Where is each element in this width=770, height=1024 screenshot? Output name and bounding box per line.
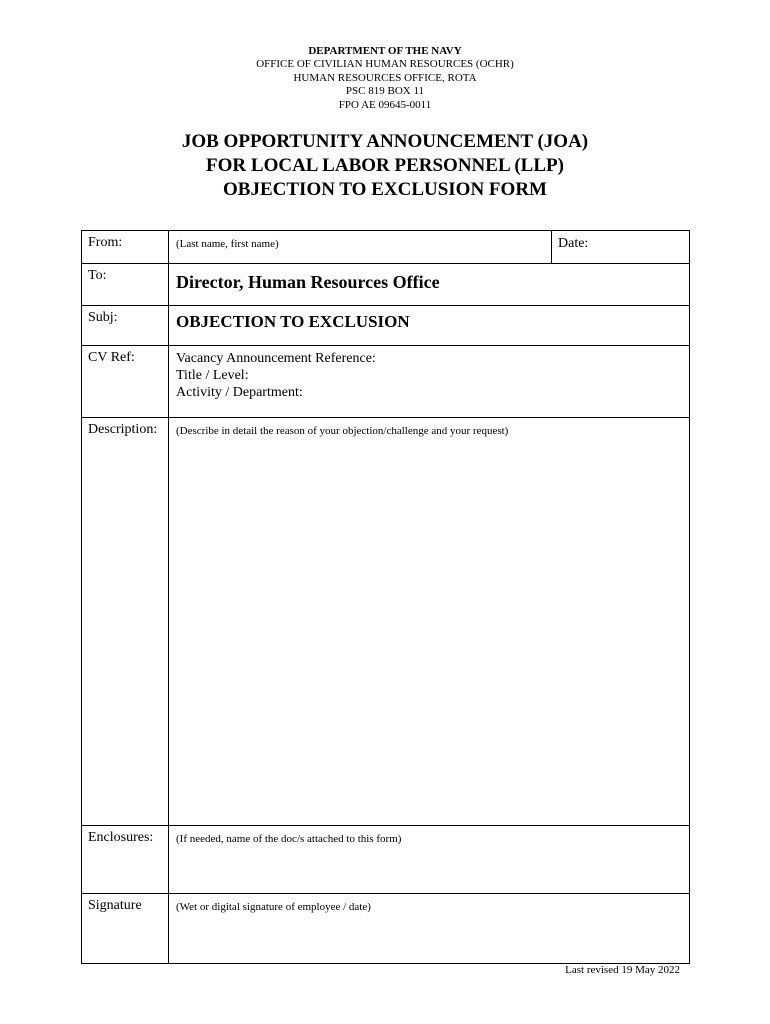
signature-label: Signature (82, 894, 169, 964)
date-label: Date: (558, 236, 589, 251)
vacancy-reference-label: Vacancy Announcement Reference: (176, 351, 376, 366)
from-row (82, 231, 690, 264)
activity-department-label: Activity / Department: (176, 385, 303, 400)
address-fpo: FPO AE 09645-0011 (338, 98, 432, 111)
to-row (82, 264, 690, 306)
enclosures-label: Enclosures: (82, 826, 169, 894)
subj-row (82, 306, 690, 346)
from-name-field[interactable] (169, 231, 551, 263)
from-cell (169, 231, 690, 264)
cvref-row (82, 346, 690, 418)
subj-label: Subj: (82, 306, 169, 346)
to-field (169, 264, 690, 306)
form-title (0, 130, 770, 202)
description-field[interactable] (169, 418, 690, 826)
title-level-label: Title / Level: (176, 368, 249, 383)
enclosures-row (82, 826, 690, 894)
description-hint: (Describe in detail the reason of your objection/challenge and your request) (176, 425, 509, 437)
to-label: To: (82, 264, 169, 306)
signature-hint: (Wet or digital signature of employee / date) (176, 901, 371, 913)
letterhead (0, 45, 770, 112)
signature-row (82, 894, 690, 964)
objection-form-table (81, 230, 690, 964)
from-label: From: (82, 231, 169, 264)
cvref-field[interactable] (169, 346, 690, 418)
title-line-3: OBJECTION TO EXCLUSION FORM (223, 179, 547, 200)
subj-field (169, 306, 690, 346)
hr-office-name: HUMAN RESOURCES OFFICE, ROTA (293, 71, 477, 84)
description-row (82, 418, 690, 826)
last-revised-note: Last revised 19 May 2022 (565, 964, 680, 976)
signature-field[interactable] (169, 894, 690, 964)
office-name: OFFICE OF CIVILIAN HUMAN RESOURCES (OCHR) (256, 58, 514, 71)
subj-value: OBJECTION TO EXCLUSION (176, 312, 410, 331)
enclosures-hint: (If needed, name of the doc/s attached to this form) (176, 833, 402, 845)
department-name: DEPARTMENT OF THE NAVY (308, 45, 462, 57)
enclosures-field[interactable] (169, 826, 690, 894)
address-psc: PSC 819 BOX 11 (345, 85, 425, 98)
from-hint: (Last name, first name) (176, 238, 279, 250)
description-label: Description: (82, 418, 169, 826)
cvref-label: CV Ref: (82, 346, 169, 418)
date-field[interactable] (551, 231, 689, 263)
to-value: Director, Human Resources Office (176, 272, 440, 292)
title-line-2: FOR LOCAL LABOR PERSONNEL (LLP) (206, 155, 564, 176)
title-line-1: JOB OPPORTUNITY ANNOUNCEMENT (JOA) (181, 131, 589, 152)
